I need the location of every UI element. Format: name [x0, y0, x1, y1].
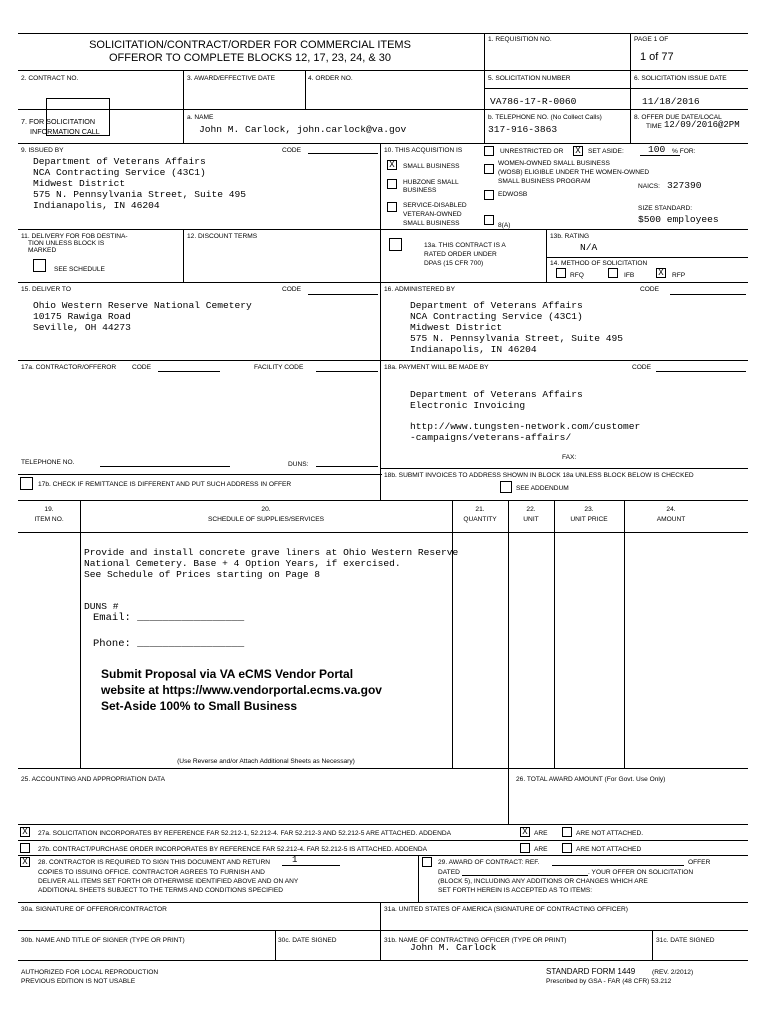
- wosb-label-3: SMALL BUSINESS PROGRAM: [498, 178, 591, 185]
- rule: [18, 360, 748, 361]
- officer-name-label: 31b. NAME OF CONTRACTING OFFICER (TYPE OR PRINT): [384, 937, 567, 944]
- delivery-label-3: MARKED: [28, 247, 57, 254]
- sdvosb-label-2: VETERAN-OWNED: [403, 211, 462, 218]
- issued-by-label: 9. ISSUED BY: [21, 147, 64, 154]
- clause-29-offer: OFFER: [688, 859, 711, 866]
- clause-29-line-4: SET FORTH HEREIN IS ACCEPTED AS TO ITEMS:: [438, 887, 593, 894]
- code-line: [316, 371, 378, 372]
- issued-code-label: CODE: [282, 147, 302, 154]
- reverse-note: (Use Reverse and/or Attach Additional Sheets as Necessary): [177, 758, 355, 765]
- signature-offeror-label: 30a. SIGNATURE OF OFFEROR/CONTRACTOR: [21, 906, 167, 913]
- rule: [183, 109, 184, 143]
- sdvosb-checkbox[interactable]: [387, 202, 397, 212]
- deliver-code-label: CODE: [282, 286, 302, 293]
- bold-instruction-3: Set-Aside 100% to Small Business: [101, 699, 298, 713]
- wosb-checkbox[interactable]: [484, 164, 494, 174]
- signer-name-label: 30b. NAME AND TITLE OF SIGNER (TYPE OR PRINT): [21, 937, 185, 944]
- small-business-label: SMALL BUSINESS: [403, 163, 460, 170]
- clause-27a-checkbox[interactable]: X: [20, 827, 30, 837]
- naics-label: NAICS:: [638, 183, 660, 190]
- clause-27b-label: 27b. CONTRACT/PURCHASE ORDER INCORPORATES BY REFERENCE FAR 52.212-4. FAR 52.212-5 IS ATTACHED. ADDENDA: [38, 846, 428, 853]
- offer-due-time-label: TIME: [646, 123, 662, 130]
- delivery-label-2: TION UNLESS BLOCK IS: [28, 240, 105, 247]
- clause-27b-are: ARE: [534, 846, 548, 853]
- officer-name-value: John M. Carlock: [410, 942, 497, 953]
- info-call-label: 7. FOR SOLICITATION: [21, 117, 96, 126]
- clause-28-checkbox[interactable]: X: [20, 857, 30, 867]
- clause-29-label: 29. AWARD OF CONTRACT: REF.: [438, 859, 540, 866]
- form-title: SOLICITATION/CONTRACT/ORDER FOR COMMERCIAL ITEMS: [89, 39, 411, 51]
- rated-order-label-3: DPAS (15 CFR 700): [424, 260, 484, 267]
- issued-by-address: Department of Veterans Affairs NCA Contracting Service (43C1) Midwest District 575 N. Pennsylvania Street, Suite 495 Indianapolis, IN 46204: [33, 156, 247, 211]
- dated-line: [462, 875, 588, 876]
- rule: [183, 70, 184, 109]
- issue-date-label: 6. SOLICITATION ISSUE DATE: [634, 75, 727, 82]
- set-aside-checkbox[interactable]: X: [573, 146, 583, 156]
- unrestricted-checkbox[interactable]: [484, 146, 494, 156]
- rule: [18, 282, 748, 283]
- administered-by-address: Department of Veterans Affairs NCA Contracting Service (43C1) Midwest District 575 N. Pennsylvania Street, Suite 495 Indianapolis, IN 46204: [410, 300, 624, 355]
- hubzone-checkbox[interactable]: [387, 179, 397, 189]
- payment-code-label: CODE: [632, 364, 652, 371]
- requisition-label: 1. REQUISITION NO.: [488, 36, 552, 43]
- payment-address: Department of Veterans Affairs Electronic Invoicing: [410, 389, 583, 411]
- rule: [630, 33, 631, 143]
- sdvosb-label-3: SMALL BUSINESS: [403, 220, 460, 227]
- rule: [18, 960, 748, 961]
- rule: [624, 500, 625, 768]
- clause-27a-not-attached: ARE NOT ATTACHED.: [576, 830, 644, 837]
- rating-value: N/A: [580, 242, 598, 253]
- small-business-checkbox[interactable]: X: [387, 160, 397, 170]
- acquisition-label: 10. THIS ACQUISITION IS: [384, 147, 463, 154]
- bold-instruction-1: Submit Proposal via VA eCMS Vendor Portal: [101, 667, 354, 681]
- rule: [18, 229, 748, 230]
- rule: [18, 532, 748, 533]
- rule: [652, 930, 653, 960]
- clause-28-line-4: ADDITIONAL SHEETS SUBJECT TO THE TERMS AND CONDITIONS SPECIFIED: [38, 887, 283, 894]
- clause-27a-label: 27a. SOLICITATION INCORPORATES BY REFERENCE FAR 52.212-1, 52.212-4. FAR 52.212-3 AND 52.212-5 ARE ATTACHED. ADDENDA: [38, 830, 451, 837]
- form-prescribed: Prescribed by GSA - FAR (48 CFR) 53.212: [546, 978, 672, 985]
- rule: [18, 824, 748, 825]
- set-aside-label: SET ASIDE:: [588, 148, 624, 155]
- rule: [484, 33, 485, 143]
- clause-27b-checkbox[interactable]: [20, 843, 30, 853]
- page-label: PAGE 1 OF: [634, 36, 669, 43]
- telephone-line: [100, 466, 230, 467]
- col-schedule-label: SCHEDULE OF SUPPLIES/SERVICES: [207, 516, 325, 523]
- clause-28-copies: 1: [292, 855, 298, 865]
- code-line: [670, 294, 746, 295]
- see-addendum-checkbox[interactable]: [500, 481, 512, 493]
- rule: [452, 500, 453, 768]
- rfq-label: RFQ: [570, 272, 584, 279]
- payment-label: 18a. PAYMENT WILL BE MADE BY: [384, 364, 489, 371]
- telephone-no-label: TELEPHONE NO.: [21, 459, 75, 466]
- rule: [18, 855, 748, 856]
- duns-label: DUNS:: [288, 461, 309, 468]
- rule: [18, 768, 748, 769]
- clause-29-line-2: . YOUR OFFER ON SOLICITATION: [588, 869, 694, 876]
- col-amount-label: AMOUNT: [656, 516, 686, 523]
- see-addendum-label: SEE ADDENDUM: [516, 485, 569, 492]
- issue-date-value: 11/18/2016: [642, 96, 700, 107]
- sdvosb-label: SERVICE-DISABLED: [403, 202, 467, 209]
- clause-27b-are-checkbox[interactable]: [520, 843, 530, 853]
- code-line: [308, 153, 378, 154]
- form-revision: (REV. 2/2012): [652, 969, 694, 976]
- code-line: [158, 371, 220, 372]
- code-line: [308, 294, 378, 295]
- facility-code-label: FACILITY CODE: [254, 364, 304, 371]
- bold-instruction-2: website at https://www.vendorportal.ecms.va.gov: [101, 683, 382, 697]
- footer-authorized: AUTHORIZED FOR LOCAL REPRODUCTION: [21, 969, 159, 976]
- rule: [18, 70, 748, 71]
- see-schedule-label: SEE SCHEDULE: [54, 266, 105, 273]
- administered-code-label: CODE: [640, 286, 660, 293]
- naics-value: 327390: [667, 180, 702, 191]
- rule: [305, 70, 306, 109]
- col-unit-label: UNIT: [523, 516, 539, 523]
- award-date-label: 3. AWARD/EFFECTIVE DATE: [187, 75, 276, 82]
- name-label: a. NAME: [187, 114, 214, 121]
- wosb-label: WOMEN-OWNED SMALL BUSINESS: [498, 160, 610, 167]
- page-value: 1 of 77: [640, 51, 674, 63]
- rule: [418, 855, 419, 902]
- offer-due-value: 12/09/2016@2PM: [664, 120, 740, 130]
- rule: [18, 33, 748, 34]
- solicitation-number-label: 5. SOLICITATION NUMBER: [488, 75, 571, 82]
- unrestricted-label: UNRESTRICTED OR: [500, 148, 564, 155]
- ref-line: [552, 865, 684, 866]
- rule: [18, 474, 382, 475]
- clause-29-checkbox[interactable]: [422, 857, 432, 867]
- clause-27b-not-attached: ARE NOT ATTACHED: [576, 846, 642, 853]
- col-quantity: 21.: [475, 506, 485, 513]
- edwosb-checkbox[interactable]: [484, 190, 494, 200]
- col-item-no: 19.: [44, 506, 54, 513]
- offer-due-label: 8. OFFER DUE DATE/LOCAL: [634, 114, 722, 121]
- invoice-url[interactable]: http://www.tungsten-network.com/customer -campaigns/veterans-affairs/: [410, 421, 641, 443]
- set-aside-percent: 100: [648, 144, 666, 155]
- rule: [380, 902, 381, 960]
- eight-a-label: 8(A): [498, 222, 511, 229]
- duns-field: DUNS #: [84, 601, 119, 612]
- rule: [183, 229, 184, 282]
- info-call-label-2: INFORMATION CALL: [30, 127, 100, 136]
- col-amount: 24.: [666, 506, 676, 513]
- clause-29-line-3: (BLOCK 5), INCLUDING ANY ADDITIONS OR CHANGES WHICH ARE: [438, 878, 648, 885]
- rule: [18, 902, 748, 903]
- submit-invoices-label: 18b. SUBMIT INVOICES TO ADDRESS SHOWN IN BLOCK 18a UNLESS BLOCK BELOW IS CHECKED: [384, 472, 694, 479]
- rule: [484, 88, 748, 89]
- phone-field: Phone: _________________: [93, 638, 245, 650]
- rule: [554, 500, 555, 768]
- rule: [80, 500, 81, 768]
- copies-line: [282, 865, 340, 866]
- size-standard-label: SIZE STANDARD:: [638, 205, 693, 212]
- deliver-to-address: Ohio Western Reserve National Cemetery 10175 Rawiga Road Seville, OH 44273: [33, 300, 252, 333]
- clause-28-line-2: COPIES TO ISSUING OFFICE. CONTRACTOR AGREES TO FURNISH AND: [38, 869, 265, 876]
- clause-27a-are-checkbox[interactable]: X: [520, 827, 530, 837]
- rule: [18, 500, 748, 501]
- officer-date-label: 31c. DATE SIGNED: [656, 937, 715, 944]
- deliver-to-label: 15. DELIVER TO: [21, 286, 71, 293]
- rule: [508, 500, 509, 768]
- ifb-checkbox[interactable]: [608, 268, 618, 278]
- signature-officer-label: 31a. UNITED STATES OF AMERICA (SIGNATURE OF CONTRACTING OFFICER): [384, 906, 628, 913]
- clause-28-line-3: DELIVER ALL ITEMS SET FORTH OR OTHERWISE IDENTIFIED ABOVE AND ON ANY: [38, 878, 299, 885]
- contractor-code-label: CODE: [132, 364, 152, 371]
- rfp-checkbox[interactable]: X: [656, 268, 666, 278]
- col-quantity-label: QUANTITY: [463, 516, 497, 523]
- total-award-label: 26. TOTAL AWARD AMOUNT (For Govt. Use Only): [516, 776, 666, 783]
- schedule-description: Provide and install concrete grave liners at Ohio Western Reserve National Cemetery. Base + 4 Option Years, if exercised. See Schedule of Prices starting on Page 8: [84, 547, 459, 580]
- rule: [18, 840, 748, 841]
- percent-for-label: % FOR:: [672, 148, 696, 155]
- hubzone-label: HUBZONE SMALL: [403, 179, 459, 186]
- administered-by-label: 16. ADMINISTERED BY: [384, 286, 456, 293]
- clause-28-label: 28. CONTRACTOR IS REQUIRED TO SIGN THIS DOCUMENT AND RETURN: [38, 859, 271, 866]
- contractor-label: 17a. CONTRACTOR/OFFEROR: [21, 364, 117, 371]
- signer-date-label: 30c. DATE SIGNED: [278, 937, 337, 944]
- clause-27b-not-checkbox[interactable]: [562, 843, 572, 853]
- clause-27a-are: ARE: [534, 830, 548, 837]
- rfq-checkbox[interactable]: [556, 268, 566, 278]
- rated-order-label-2: RATED ORDER UNDER: [424, 251, 497, 258]
- method-label: 14. METHOD OF SOLICITATION: [550, 260, 648, 267]
- rfp-label: RFP: [672, 272, 686, 279]
- rule: [275, 930, 276, 960]
- remittance-checkbox[interactable]: [20, 477, 33, 490]
- clause-27a-not-checkbox[interactable]: [562, 827, 572, 837]
- telephone-label: b. TELEPHONE NO. (No Collect Calls): [488, 114, 602, 121]
- rule: [18, 930, 748, 931]
- rating-label: 13b. RATING: [550, 233, 590, 240]
- footer-previous: PREVIOUS EDITION IS NOT USABLE: [21, 978, 136, 985]
- col-schedule: 20.: [261, 506, 271, 513]
- rule: [18, 109, 748, 110]
- rated-order-checkbox[interactable]: [389, 238, 402, 251]
- contract-no-label: 2. CONTRACT NO.: [21, 75, 79, 82]
- ifb-label: IFB: [624, 272, 635, 279]
- see-schedule-checkbox[interactable]: [33, 259, 46, 272]
- size-standard-value: $500 employees: [638, 214, 719, 225]
- rule: [380, 468, 748, 469]
- edwosb-label: EDWOSB: [498, 191, 528, 198]
- rule: [546, 257, 748, 258]
- form-subtitle: OFFEROR TO COMPLETE BLOCKS 12, 17, 23, 24, & 30: [108, 52, 392, 64]
- delivery-label: 11. DELIVERY FOR FOB DESTINA-: [21, 233, 128, 240]
- fax-label: FAX:: [562, 454, 577, 461]
- col-unit: 22.: [526, 506, 536, 513]
- contact-name-value: John M. Carlock, john.carlock@va.gov: [199, 124, 407, 135]
- email-field: Email: _________________: [93, 612, 245, 624]
- code-line: [656, 371, 746, 372]
- col-unit-price-label: UNIT PRICE: [570, 516, 608, 523]
- rule: [546, 229, 547, 282]
- eight-a-checkbox[interactable]: [484, 215, 494, 225]
- col-unit-price: 23.: [584, 506, 594, 513]
- accounting-label: 25. ACCOUNTING AND APPROPRIATION DATA: [21, 776, 165, 783]
- remittance-label: 17b. CHECK IF REMITTANCE IS DIFFERENT AND PUT SUCH ADDRESS IN OFFER: [38, 481, 292, 488]
- col-item-no-label: ITEM NO.: [34, 516, 64, 523]
- rule: [380, 143, 381, 500]
- hubzone-label-2: BUSINESS: [403, 187, 437, 194]
- wosb-label-2: (WOSB) ELIGIBLE UNDER THE WOMEN-OWNED: [498, 169, 650, 176]
- rule: [18, 143, 748, 144]
- discount-terms-label: 12. DISCOUNT TERMS: [187, 233, 258, 240]
- duns-line: [316, 466, 378, 467]
- rule: [508, 768, 509, 824]
- solicitation-number-value: VA786-17-R-0060: [490, 96, 577, 107]
- clause-29-dated: DATED: [438, 869, 460, 876]
- telephone-value: 317-916-3863: [488, 124, 558, 135]
- rated-order-label: 13a. THIS CONTRACT IS A: [424, 242, 506, 249]
- order-no-label: 4. ORDER NO.: [308, 75, 353, 82]
- form-number: STANDARD FORM 1449: [546, 967, 636, 976]
